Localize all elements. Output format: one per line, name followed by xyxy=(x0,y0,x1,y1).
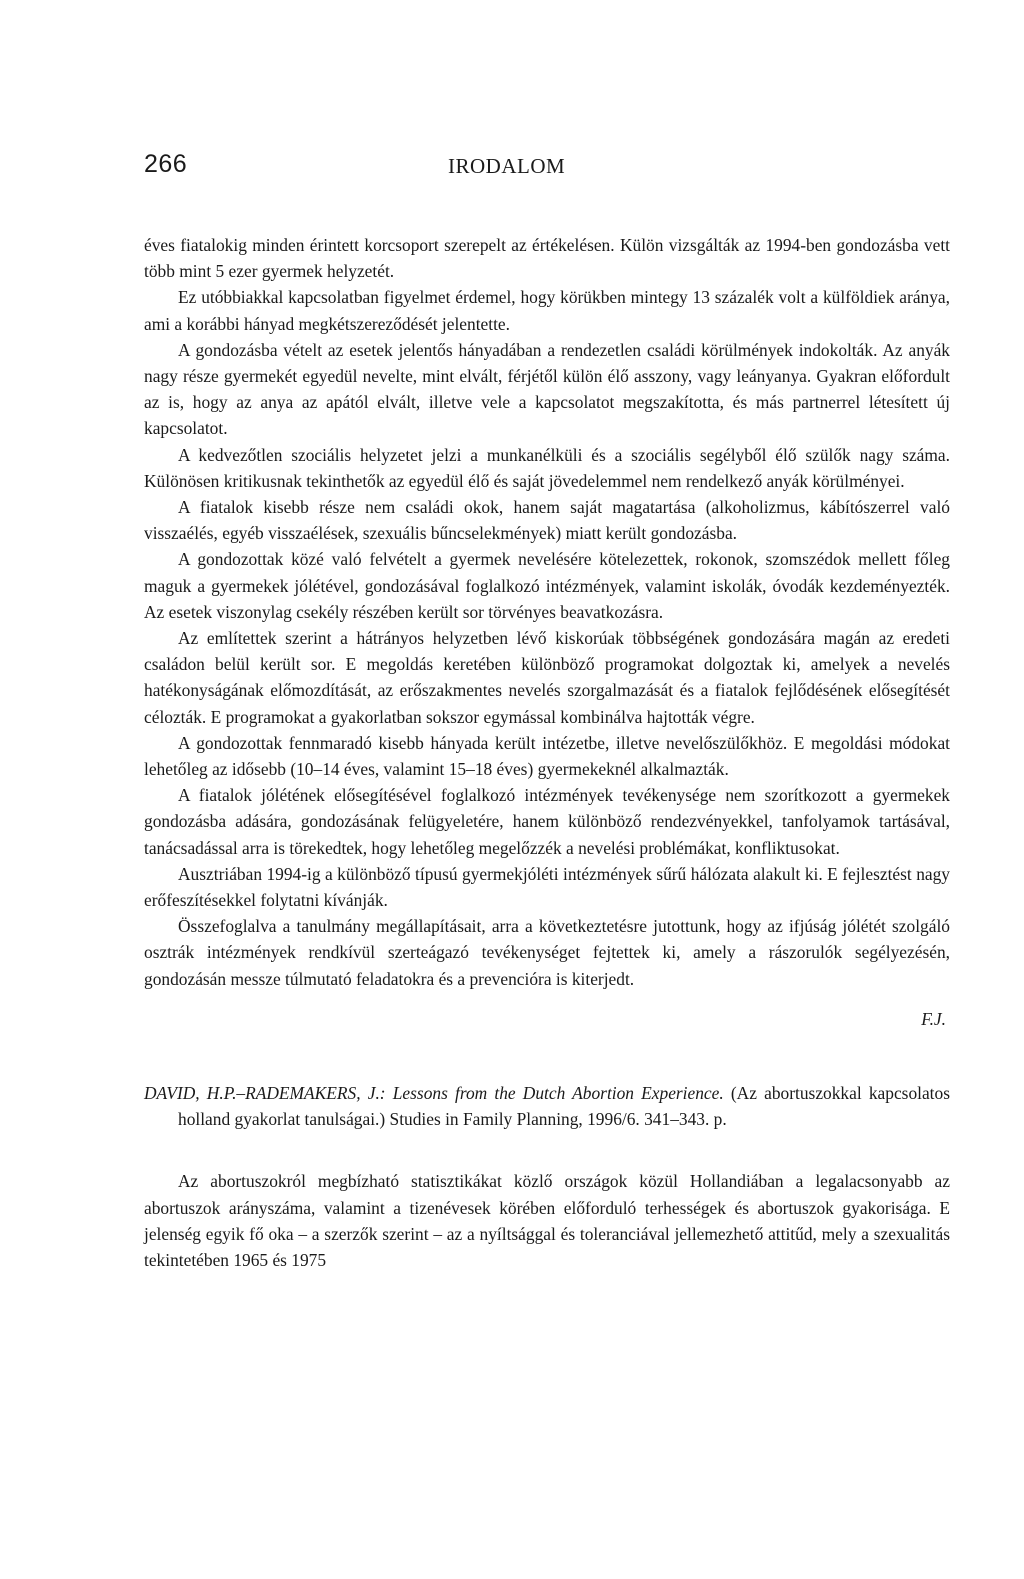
review-abstract xyxy=(144,1168,950,1273)
reference-details: (Az abortuszokkal kapcsolatos holland gyakorlat tanulságai.) Studies in Family Planning, 1996/6. 341–343. p. xyxy=(178,1082,950,1130)
reference-title: Lessons from the Dutch Abortion Experience. xyxy=(392,1082,724,1103)
paragraph: A gondozásba vételt az esetek jelentős hányadában a rendezetlen családi körülmények indokolták. Az anyák nagy része gyermekét egyedül nevelte, mint elvált, férjétől külön élő asszony, vagy leányanya. Gyakran előfordult az is, hogy az anya az apától elvált, illetve vele a kapcsolatot megszakította, és más partnerrel létesített új kapcsolatot. xyxy=(144,339,950,439)
paragraph: éves fiatalokig minden érintett korcsoport szerepelt az értékelésen. Külön vizsgálták az 1994-ben gondozásba vett több mint 5 ezer gyermek helyzetét. xyxy=(144,235,950,282)
paragraph: Ez utóbbiakkal kapcsolatban figyelmet érdemel, hogy körükben mintegy 13 százalék volt a külföldiek aránya, ami a korábbi hányad megkétszereződését jelentette. xyxy=(144,287,950,334)
paragraph: Ausztriában 1994-ig a különböző típusú gyermekjóléti intézmények sűrű hálózata alakult ki. E fejlesztést nagy erőfeszítésekkel folytatni kívánják. xyxy=(144,863,950,911)
paragraph: A gondozottak közé való felvételt a gyermek nevelésére kötelezettek, rokonok, szomszédok mellett főleg maguk a gyermekek jólétével, gondozásával foglalkozó intézmények, valamint iskolák, óvodák kezdeményezték. Az esetek viszonylag csekély részében került sor törvényes beavatkozásra. xyxy=(144,549,950,622)
paragraph: A fiatalok kisebb része nem családi okok, hanem saját magatartása (alkoholizmus, kábítószerrel való visszaélés, egyéb visszaélések, szexuális bűncselekmények) miatt került gondozásba. xyxy=(144,497,950,544)
running-head xyxy=(144,150,950,190)
paragraph: Az említettek szerint a hátrányos helyzetben lévő kiskorúak többségének gondozására magán az eredeti családon belül került sor. E megoldás keretében különböző programokat dolgoztak ki, amelyek a nevelés hatékonyságának előmozdítását, az erőszakmentes nevelés szorgalmazását és a fiatalok fejlődésének elősegítését célozták. E programokat a gyakorlatban sokszor egymással kombinálva hajtották végre. xyxy=(144,628,950,727)
bibliographic-reference xyxy=(144,1080,950,1132)
section-title: IRODALOM xyxy=(448,154,566,178)
article-body xyxy=(144,232,950,992)
page-number: 266 xyxy=(144,150,188,178)
paragraph: A gondozottak fennmaradó kisebb hányada került intézetbe, illetve nevelőszülőkhöz. E megoldási módokat lehetőleg az idősebb (10–14 éves, valamint 15–18 éves) gyermekeknél alkalmazták. xyxy=(144,732,950,780)
document-page xyxy=(144,150,950,1273)
paragraph: A fiatalok jólétének elősegítésével foglalkozó intézmények tevékenysége nem szorítkozott a gyermekek gondozásba adására, gondozásának felügyeletére, hanem különböző rendezvényekkel, tanfolyamok tartásával, tanácsadással arra is törekedtek, hogy lehetőleg megelőzzék a nevelési problémákat, konfliktusokat. xyxy=(144,785,950,858)
reference-authors: DAVID, H.P.–RADEMAKERS, J.: xyxy=(144,1082,386,1103)
paragraph: A kedvezőtlen szociális helyzetet jelzi a munkanélküli és a szociális segélyből élő szülők nagy száma. Különösen kritikusnak tekinthetők az egyedül élő és saját jövedelemmel nem rendelkező anyák körülményei. xyxy=(144,444,950,491)
paragraph: Összefoglalva a tanulmány megállapításait, arra a következtetésre jutottunk, hogy az ifjúság jólétét szolgáló osztrák intézmények rendkívül szerteágazó tevékenységet fejtettek ki, amely a rászorulók segélyezésén, gondozásán messze túlmutató feladatokra és a prevencióra is kiterjedt. xyxy=(144,916,950,989)
author-initials: F.J. xyxy=(921,1008,946,1029)
paragraph: Az abortuszokról megbízható statisztikákat közlő országok közül Hollandiában a legalacsonyabb az abortuszok arányszáma, valamint a tizenévesek körében előforduló terhességek és abortuszok gyakorisága. E jelenség egyik fő oka – a szerzők szerint – az a nyíltsággal és toleranciával jellemezhető attitűd, mely a szexualitás tekintetében 1965 és 1975 xyxy=(144,1171,950,1270)
